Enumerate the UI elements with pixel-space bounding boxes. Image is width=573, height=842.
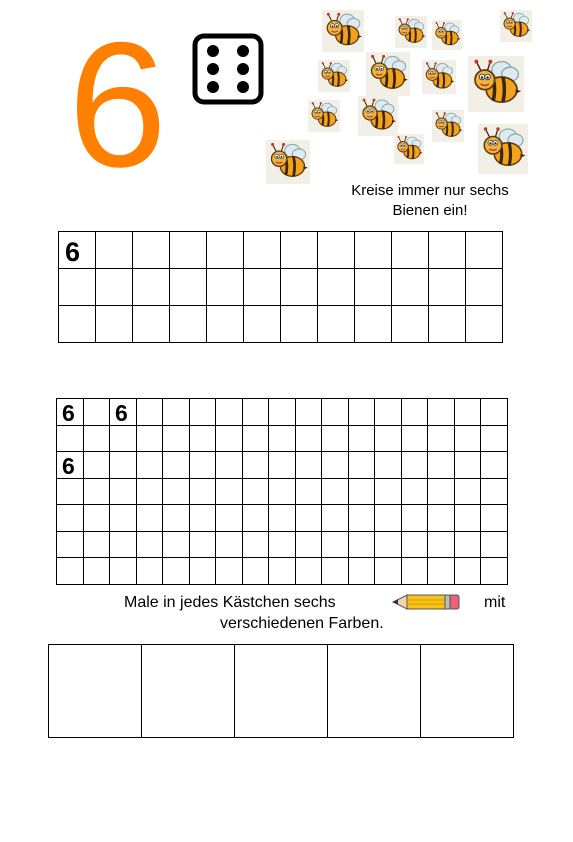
grid-cell[interactable]: [428, 505, 455, 532]
grid-cell[interactable]: [295, 558, 322, 585]
grid-cell[interactable]: [454, 505, 481, 532]
paint-boxes: [48, 644, 514, 738]
grid-cell[interactable]: [163, 452, 190, 479]
grid-cell[interactable]: [83, 399, 110, 426]
bee-icon: [422, 60, 456, 94]
grid-cell[interactable]: [244, 269, 281, 306]
grid-cell[interactable]: [216, 531, 243, 558]
grid-cell[interactable]: [242, 505, 269, 532]
grid-cell[interactable]: [136, 425, 163, 452]
grid-cell[interactable]: [57, 558, 84, 585]
grid-cell[interactable]: [269, 531, 296, 558]
grid-cell[interactable]: [83, 452, 110, 479]
bee-icon: [500, 10, 532, 42]
grid-cell[interactable]: [170, 269, 207, 306]
grid-cell[interactable]: [242, 425, 269, 452]
grid-cell[interactable]: [322, 452, 349, 479]
bee-icon: [478, 124, 528, 174]
grid-cell[interactable]: [83, 478, 110, 505]
grid-cell[interactable]: [454, 425, 481, 452]
grid-cell[interactable]: [110, 478, 137, 505]
grid-cell[interactable]: [216, 399, 243, 426]
grid-cell[interactable]: [401, 478, 428, 505]
grid-cell[interactable]: [295, 531, 322, 558]
grid-cell[interactable]: [401, 399, 428, 426]
grid-cell[interactable]: [429, 269, 466, 306]
grid-cell[interactable]: [189, 505, 216, 532]
grid-cell[interactable]: [242, 452, 269, 479]
grid-cell[interactable]: [481, 399, 508, 426]
grid-cell[interactable]: [269, 425, 296, 452]
paint-box[interactable]: [142, 645, 235, 738]
bee-icon: [394, 134, 424, 164]
bee-icon: [432, 20, 462, 50]
grid-cell[interactable]: [348, 425, 375, 452]
grid-cell[interactable]: [57, 425, 84, 452]
grid-cell[interactable]: [295, 452, 322, 479]
bee-icon: [366, 52, 410, 96]
grid-cell[interactable]: [322, 505, 349, 532]
bee-icon: [395, 16, 427, 48]
grid-cell[interactable]: [355, 306, 392, 343]
grid-cell[interactable]: [57, 478, 84, 505]
grid-cell[interactable]: [189, 531, 216, 558]
grid-cell[interactable]: [348, 399, 375, 426]
grid-cell[interactable]: [57, 531, 84, 558]
grid-cell[interactable]: [242, 399, 269, 426]
grid-cell[interactable]: [136, 531, 163, 558]
grid-cell[interactable]: [59, 306, 96, 343]
grid-cell[interactable]: [57, 505, 84, 532]
grid-cell[interactable]: [481, 505, 508, 532]
grid-cell[interactable]: [83, 505, 110, 532]
grid-cell[interactable]: [322, 558, 349, 585]
paint-box[interactable]: [235, 645, 328, 738]
grid-cell[interactable]: [96, 232, 133, 269]
grid-cell[interactable]: [133, 269, 170, 306]
grid-cell[interactable]: [375, 452, 402, 479]
bee-icon: [432, 110, 464, 142]
grid-cell[interactable]: [163, 478, 190, 505]
bee-icon: [266, 140, 310, 184]
grid-cell[interactable]: [163, 399, 190, 426]
writing-grid-large: [58, 231, 503, 343]
grid-cell[interactable]: [83, 558, 110, 585]
dice-six-icon: [192, 33, 264, 105]
grid-cell[interactable]: [375, 399, 402, 426]
grid-cell[interactable]: [429, 306, 466, 343]
grid-cell[interactable]: [59, 232, 96, 269]
grid-cell[interactable]: [96, 306, 133, 343]
instruction-circle-bees: [330, 181, 530, 221]
grid-cell[interactable]: [348, 452, 375, 479]
bee-icon: [358, 96, 398, 136]
grid-cell[interactable]: [322, 531, 349, 558]
grid-cell[interactable]: [242, 558, 269, 585]
grid-cell[interactable]: [216, 452, 243, 479]
grid-cell[interactable]: [348, 531, 375, 558]
grid-cell[interactable]: [348, 505, 375, 532]
grid-cell[interactable]: [96, 269, 133, 306]
grid-cell[interactable]: [207, 269, 244, 306]
grid-cell[interactable]: [189, 399, 216, 426]
grid-cell[interactable]: [295, 399, 322, 426]
grid-cell[interactable]: [269, 478, 296, 505]
grid-cell[interactable]: [401, 531, 428, 558]
grid-cell[interactable]: [454, 531, 481, 558]
grid-cell[interactable]: [59, 269, 96, 306]
grid-cell[interactable]: [318, 269, 355, 306]
grid-cell[interactable]: [428, 452, 455, 479]
grid-cell[interactable]: [454, 452, 481, 479]
grid-cell[interactable]: [189, 558, 216, 585]
grid-cell[interactable]: [133, 232, 170, 269]
grid-cell[interactable]: [110, 425, 137, 452]
grid-cell[interactable]: [163, 531, 190, 558]
grid-cell[interactable]: [428, 425, 455, 452]
grid-cell[interactable]: [348, 558, 375, 585]
grid-cell[interactable]: [110, 558, 137, 585]
grid-cell[interactable]: [57, 399, 84, 426]
grid-cell[interactable]: [375, 478, 402, 505]
grid-cell[interactable]: [428, 531, 455, 558]
grid-cell[interactable]: [401, 505, 428, 532]
grid-cell[interactable]: [163, 505, 190, 532]
grid-cell[interactable]: [466, 269, 503, 306]
grid-cell[interactable]: [269, 558, 296, 585]
grid-cell[interactable]: [281, 269, 318, 306]
grid-cell[interactable]: [136, 452, 163, 479]
grid-cell[interactable]: [136, 558, 163, 585]
instruction-line-2: Bienen ein!: [392, 202, 468, 219]
pencil-icon: [391, 592, 461, 612]
grid-cell[interactable]: [481, 478, 508, 505]
grid-cell[interactable]: [295, 505, 322, 532]
bee-icon: [318, 60, 350, 92]
grid-cell[interactable]: [401, 425, 428, 452]
grid-cell[interactable]: [375, 558, 402, 585]
writing-grid-small: [56, 398, 508, 585]
grid-cell[interactable]: [429, 232, 466, 269]
grid-cell[interactable]: [454, 558, 481, 585]
grid-cell[interactable]: [428, 399, 455, 426]
grid-cell[interactable]: [481, 558, 508, 585]
grid-cell[interactable]: [242, 531, 269, 558]
grid-cell[interactable]: [57, 452, 84, 479]
grid-cell[interactable]: [401, 452, 428, 479]
grid-cell[interactable]: [216, 558, 243, 585]
grid-cell[interactable]: [207, 232, 244, 269]
paint-box[interactable]: [421, 645, 514, 738]
instruction-line-1: Kreise immer nur sechs: [351, 182, 509, 199]
grid-cell[interactable]: [454, 478, 481, 505]
grid-cell[interactable]: [392, 306, 429, 343]
paint-box[interactable]: [49, 645, 142, 738]
grid-cell[interactable]: [322, 478, 349, 505]
grid-cell[interactable]: [216, 425, 243, 452]
grid-cell[interactable]: [189, 452, 216, 479]
grid-cell[interactable]: [322, 425, 349, 452]
grid-cell[interactable]: [189, 478, 216, 505]
grid-cell[interactable]: [269, 505, 296, 532]
grid-cell[interactable]: [110, 452, 137, 479]
grid-cell[interactable]: [454, 399, 481, 426]
grid-cell[interactable]: [348, 478, 375, 505]
grid-cell[interactable]: [428, 478, 455, 505]
grid-cell[interactable]: [318, 306, 355, 343]
grid-cell[interactable]: [207, 306, 244, 343]
grid-cell[interactable]: [244, 306, 281, 343]
grid-cell[interactable]: [244, 232, 281, 269]
grid-cell[interactable]: [281, 232, 318, 269]
grid-cell[interactable]: [242, 478, 269, 505]
bee-icon: [322, 10, 364, 52]
grid-cell[interactable]: [481, 531, 508, 558]
grid-cell[interactable]: [110, 531, 137, 558]
paint-box[interactable]: [328, 645, 421, 738]
grid-cell[interactable]: [269, 452, 296, 479]
grid-cell[interactable]: [355, 232, 392, 269]
grid-cell[interactable]: [170, 232, 207, 269]
grid-cell[interactable]: [133, 306, 170, 343]
sample-digit: 6: [62, 453, 75, 479]
sample-digit: 6: [62, 400, 75, 426]
grid-cell[interactable]: [136, 505, 163, 532]
grid-cell[interactable]: [216, 505, 243, 532]
grid-cell[interactable]: [110, 399, 137, 426]
grid-cell[interactable]: [375, 425, 402, 452]
bee-icon: [468, 56, 524, 112]
sample-digit: 6: [115, 400, 128, 426]
sample-digit: 6: [65, 237, 81, 267]
grid-cell[interactable]: [466, 232, 503, 269]
grid-cell[interactable]: [355, 269, 392, 306]
grid-cell[interactable]: [295, 425, 322, 452]
grid-cell[interactable]: [481, 452, 508, 479]
grid-cell[interactable]: [83, 531, 110, 558]
grid-cell[interactable]: [136, 399, 163, 426]
grid-cell[interactable]: [189, 425, 216, 452]
grid-cell[interactable]: [170, 306, 207, 343]
grid-cell[interactable]: [466, 306, 503, 343]
grid-cell[interactable]: [318, 232, 355, 269]
grid-cell[interactable]: [481, 425, 508, 452]
bee-icon: [308, 100, 340, 132]
instruction-paint-part1: Male in jedes Kästchen sechs: [124, 594, 336, 611]
grid-cell[interactable]: [163, 425, 190, 452]
grid-cell[interactable]: [136, 478, 163, 505]
grid-cell[interactable]: [83, 425, 110, 452]
grid-cell[interactable]: [295, 478, 322, 505]
big-number-six: 6: [68, 5, 167, 204]
grid-cell[interactable]: [428, 558, 455, 585]
grid-cell[interactable]: [322, 399, 349, 426]
grid-cell[interactable]: [269, 399, 296, 426]
grid-cell[interactable]: [110, 505, 137, 532]
grid-cell[interactable]: [401, 558, 428, 585]
grid-cell[interactable]: [392, 269, 429, 306]
grid-cell[interactable]: [163, 558, 190, 585]
grid-cell[interactable]: [375, 505, 402, 532]
grid-cell[interactable]: [375, 531, 402, 558]
instruction-paint-part2: mit: [484, 594, 506, 611]
grid-cell[interactable]: [281, 306, 318, 343]
grid-cell[interactable]: [392, 232, 429, 269]
instruction-paint-line2: verschiedenen Farben.: [220, 615, 384, 632]
grid-cell[interactable]: [216, 478, 243, 505]
